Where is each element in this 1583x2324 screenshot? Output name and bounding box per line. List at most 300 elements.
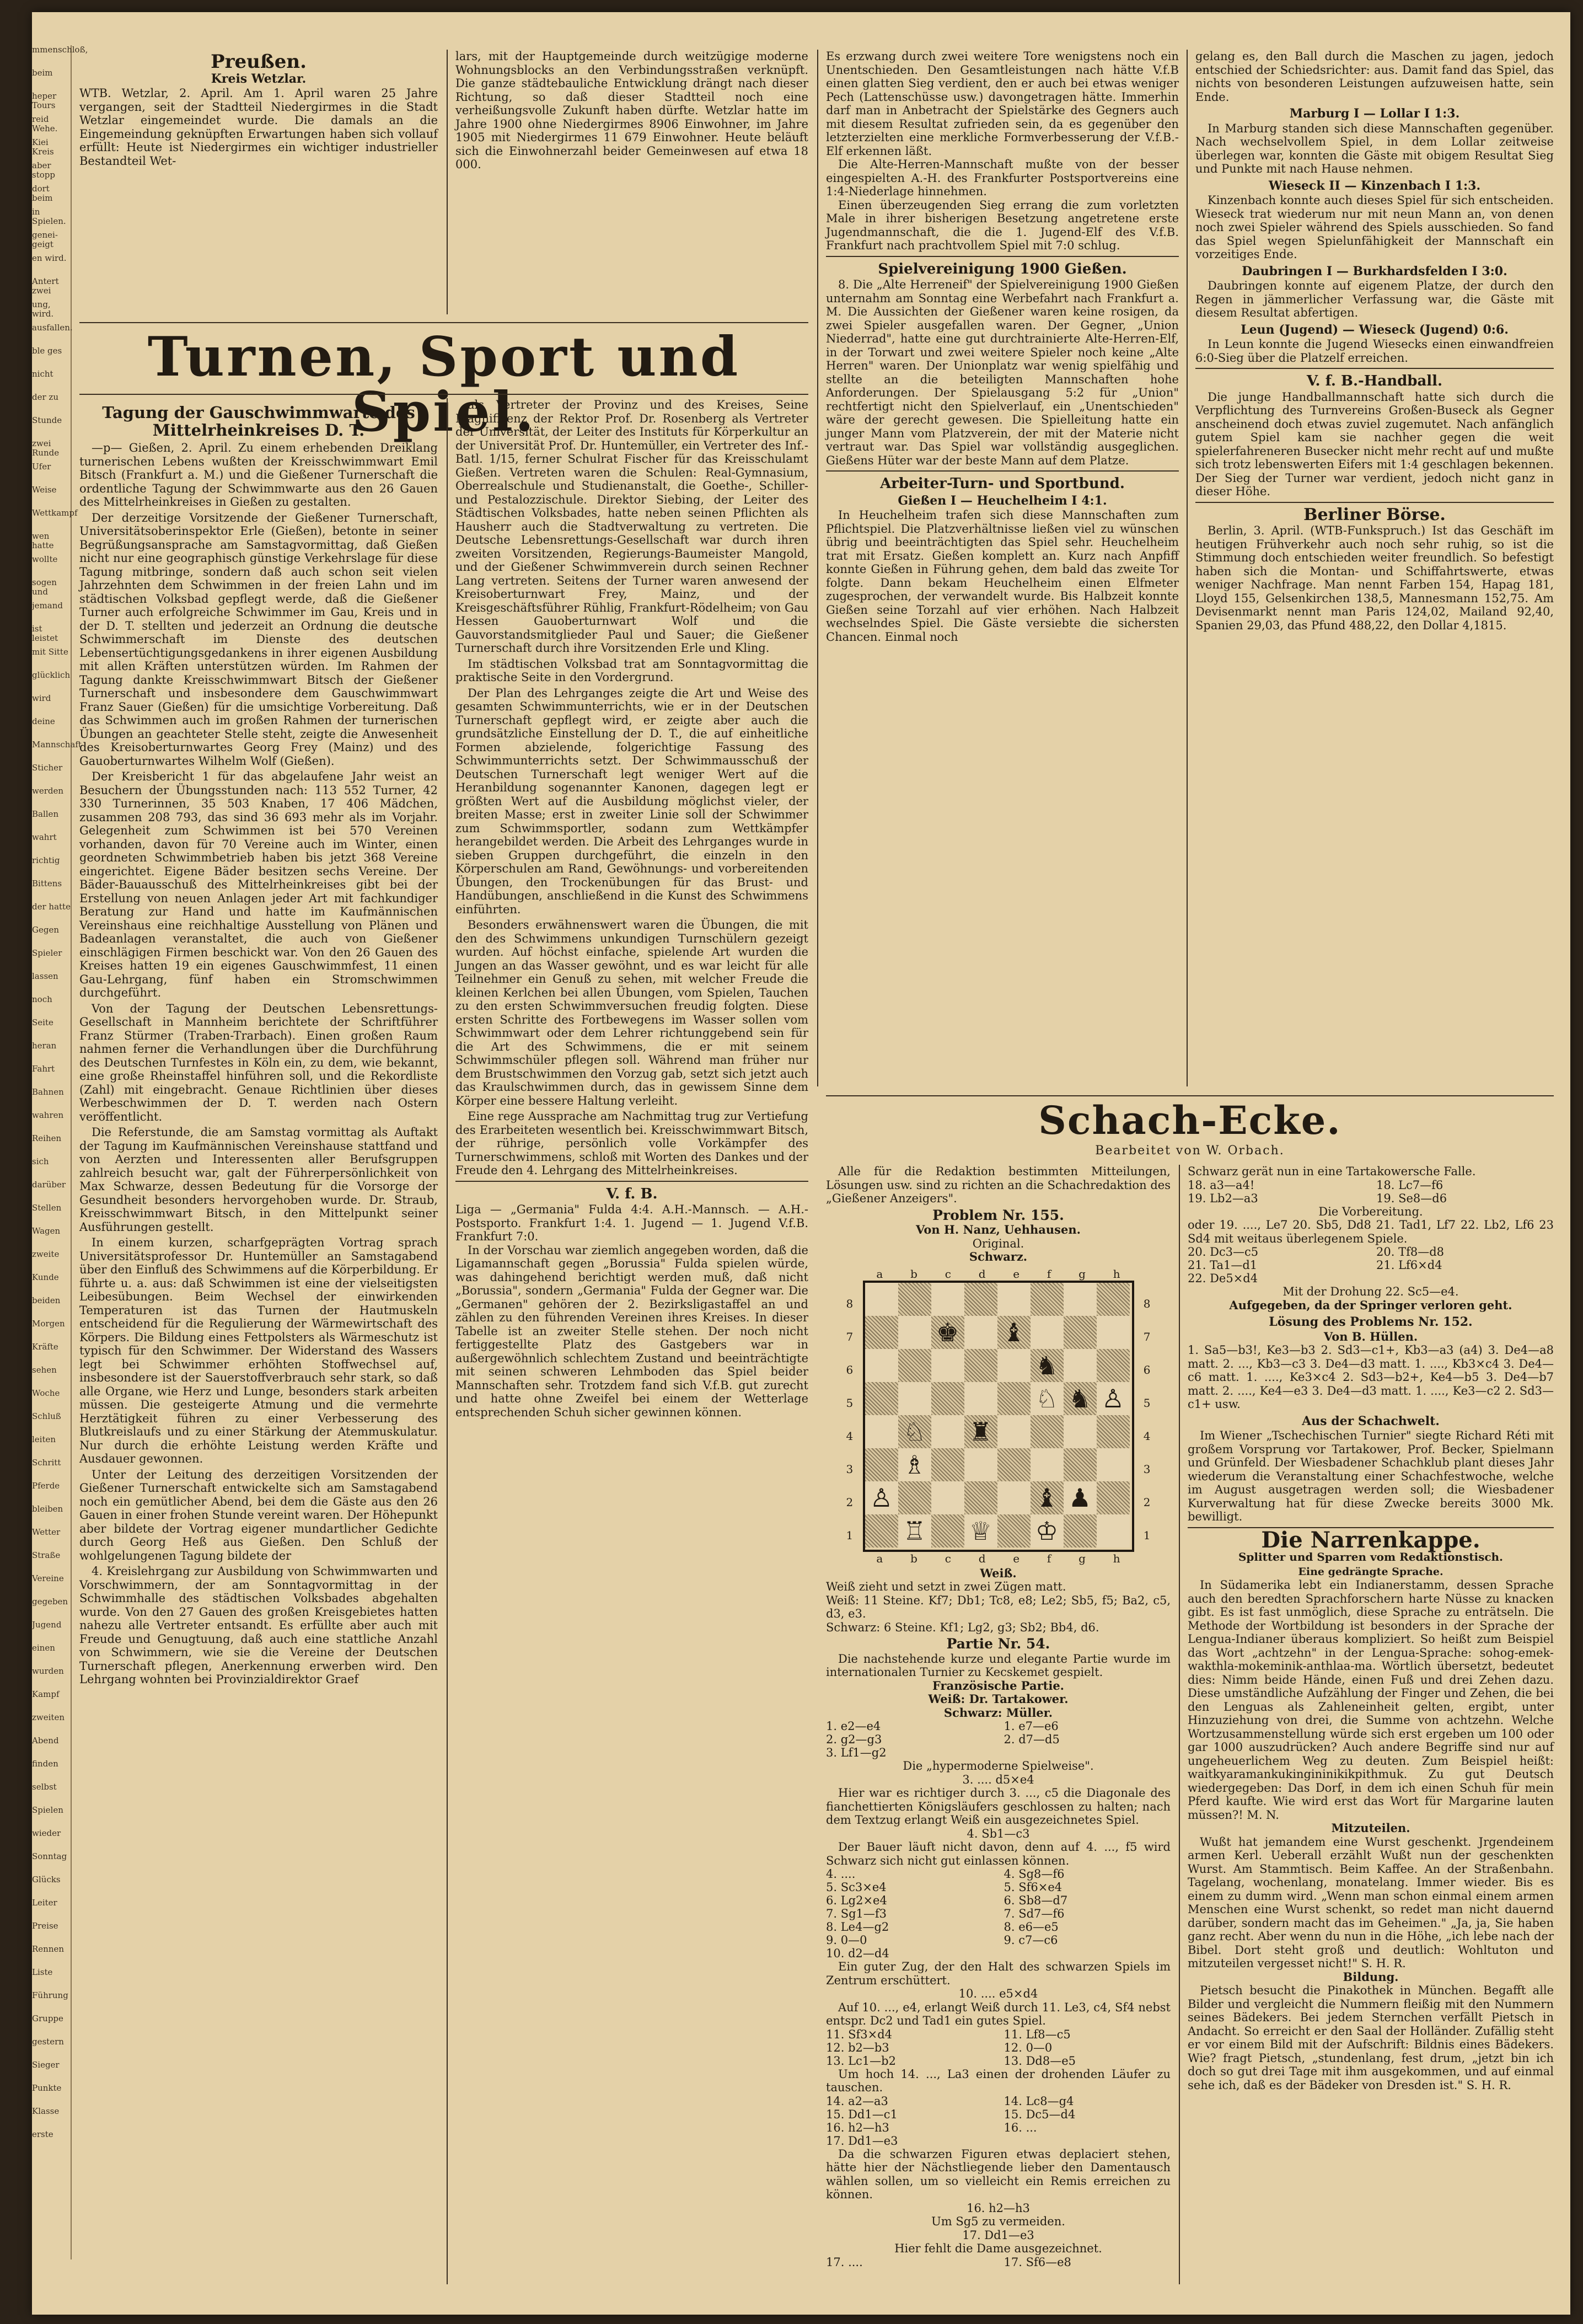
strip-fragment: Wagen	[32, 1226, 61, 1236]
chess-square	[1064, 1316, 1097, 1349]
chess-move: 19. Se8—d6	[1376, 1191, 1447, 1205]
spielvereinigung-report: 8. Die „Alte Herreneif" der Spielvereinigung 1900 Gießen unternahm am Sonntag eine Werbefahrt nach Frankfurt a. M. Die Aussichten der Gießener waren keine rosigen, da zwei Spieler ausgefallen waren. Der Gegner, „Union Niederrad", hatte eine gut durchtrainierte Alte-Herren-Elf, in der Torwart und zwei weitere Spieler noch keine „Alte Herren" waren. Der Unionplatz war wenig spielfähig und stellte an die beteiligten Mannschaften hohe Anforderungen. Der Spielausgang 5:2 für „Union" rechtfertigt nicht den Spielverlauf, ein „Unentschieden" wäre der gerecht gewesen. Die Spielleitung hatte ein junger Mann vom Platzverein, der mit der Materie nicht vertraut war. Das Spiel war vollständig ausgeglichen. Gießens Hüter war der beste Mann auf dem Platze.	[826, 278, 1179, 467]
chess-move: 13. Dd8—e5	[1004, 2054, 1076, 2068]
strip-fragment: leiten	[32, 1434, 56, 1444]
chess-square	[1031, 1283, 1064, 1316]
chess-square	[997, 1283, 1031, 1316]
moves-18-19	[1188, 1179, 1554, 1205]
strip-fragment: en wird.	[32, 253, 67, 263]
strip-fragment: Gegen	[32, 925, 59, 935]
strip-fragment: Kampf	[32, 1689, 60, 1699]
rank-label: 4	[846, 1429, 854, 1443]
arbeiter-continued: gelang es, den Ball durch die Maschen zu jagen, jedoch entschied der Schiedsrichter: aus. Damit fand das Spiel, das nichts von besonderen Leistungen aufzuweisen hatte, sein Ende.	[1195, 50, 1554, 104]
white-label: Weiß.	[980, 1566, 1017, 1580]
chess-square	[1064, 1349, 1097, 1382]
chess-move: 7. Sd7—f6	[1004, 1907, 1065, 1920]
strip-fragment: mit Sitte	[32, 647, 68, 657]
handball-report: Die junge Handballmannschaft hatte sich durch die Verpflichtung des Turnvereins Großen-Buseck als Gegner anscheinend doch etwas zuviel zugemutet. Nach anfänglich gutem Spiel kam sie nachher gegen die weit spielerfahreneren Busecker nicht mehr recht auf und mußte sich trotz lebenswerten Eifers mit 1:4 geschlagen bekennen. Der Sieg der Turner war verdient, jedoch nicht ganz in dieser Höhe.	[1195, 390, 1554, 498]
move-17: 17. Dd1—e3	[962, 2228, 1034, 2242]
vfb-continued: Es erzwang durch zwei weitere Tore wenigstens noch ein Unentschieden. Den Gesamtleistungen nach hätte V.f.B einen glatten Sieg verdient, den er auch bei etwas weniger Pech (Lattenschüsse usw.) davongetragen hätte. Immerhin darf man in Anbetracht der Spielstärke des Gegners auch mit diesem Resultat zufrieden sein, da es gegenüber den letzterzielten eine merkliche Formverbesserung der V.f.B.-Elf erkennen läßt.	[826, 50, 1179, 158]
move-17-white: 17. ....	[826, 2255, 863, 2269]
chess-move: 2. g2—g3	[826, 1733, 882, 1746]
opening-name: Französische Partie.	[932, 1678, 1064, 1693]
move-17-black: 17. Sf6—e8	[1004, 2255, 1071, 2269]
chess-intro: Alle für die Redaktion bestimmten Mitteilungen, Lösungen usw. sind zu richten an die Schachredaktion des „Gießener Anzeigers".	[826, 1165, 1171, 1205]
chess-piece-square: ♟	[1064, 1481, 1097, 1514]
strip-fragment: Jugend	[32, 1620, 62, 1630]
move-column	[1188, 1245, 1365, 1285]
file-label: h	[1113, 1267, 1120, 1281]
article-paragraph: Im städtischen Volksbad trat am Sonntagvormittag die praktische Seite in den Vordergrund.	[455, 657, 808, 684]
chess-square	[964, 1349, 997, 1382]
chess-move: 9. 0—0	[826, 1934, 867, 1947]
chess-move: 8. e6—e5	[1004, 1920, 1059, 1934]
player-black: Schwarz: Müller.	[943, 1705, 1053, 1720]
chess-piece-square: ♕	[964, 1514, 997, 1547]
file-label: d	[978, 1267, 986, 1281]
chess-move	[1004, 2134, 1171, 2148]
strip-fragment: werden	[32, 786, 64, 796]
chess-move: 9. c7—c6	[1004, 1934, 1058, 1947]
wetzlar-continued: lars, mit der Hauptgemeinde durch weitzügige moderne Wohnungsblocks an den Verbindungsstraßen verknüpft. Die ganze städtebauliche Entwicklung drängt nach dieser Richtung, so daß dieser Stadtteil noch eine verheißungsvolle Zukunft haben dürfte. Wetzlar hatte im Jahre 1900 ohne Niedergirmes 8906 Einwohner, im Jahre 1905 mit Niedergirmes 11 679 Einwohner. Heute beläuft sich die Einwohnerzahl beider Gemeinwesen auf etwa 18 000.	[455, 50, 808, 171]
strip-fragment: Ballen	[32, 809, 59, 819]
chess-square	[931, 1283, 964, 1316]
strip-fragment: Kunde	[32, 1272, 59, 1282]
strip-fragment: Liste	[32, 1967, 53, 1977]
chess-square	[964, 1382, 997, 1415]
left-margin-strip	[32, 45, 88, 2259]
move-column	[1004, 1867, 1171, 1960]
strip-fragment: wahrt	[32, 832, 57, 842]
chess-square	[1097, 1415, 1130, 1448]
strip-fragment: heran	[32, 1041, 57, 1051]
strip-fragment: Klasse	[32, 2106, 60, 2116]
strip-fragment: Spieler	[32, 948, 62, 958]
chess-move	[1376, 1272, 1554, 1285]
comment-18: Die Vorbereitung.	[1318, 1204, 1423, 1218]
file-label: e	[1013, 1267, 1020, 1281]
vfb-report: In der Vorschau war ziemlich angegeben worden, daß die Ligamannschaft gegen „Borussia" Fulda spielen würde, was dahingehend berichtigt werden muß, daß nicht „Borussia", sondern „Germania" Fulda der Gegner war. Die „Germanen" gehören der 2. Bezirksligastaffel an und zählen zu den führenden Vereinen ihres Kreises. In dieser Tabelle ist an zweiter Stelle stehen. Der noch nicht fertiggestellte Platz des Gastgebers war in außergewöhnlich schlechtem Zustand und beeinträchtigte mit seinen schweren Lehmboden das Spiel beider Mannschaften sehr. Trotzdem fand sich V.f.B. gut zurecht und hatte ohne Zweifel bei einem der Wetterlage entsprechenden Schuh sicher gewinnen können.	[455, 1243, 808, 1419]
strip-fragment: selbst	[32, 1782, 57, 1792]
chess-move: 20. Tf8—d8	[1376, 1245, 1445, 1259]
column-3	[826, 50, 1179, 1086]
vfb-results: Liga — „Germania" Fulda 4:4. A.H.-Mannsch. — A.H.-Postsporto. Frankfurt 1:4. 1. Jugend — 1. Jugend V.f.B. Frankfurt 7:0.	[455, 1203, 808, 1243]
chess-move: 15. Dd1—c1	[826, 2107, 898, 2121]
arbeiter-sport-title: Arbeiter-Turn- und Sportbund.	[880, 475, 1125, 492]
sports-banner: Turnen, Sport und Spiel.	[147, 325, 740, 444]
black-label: Schwarz.	[969, 1250, 1028, 1263]
chess-square	[964, 1481, 997, 1514]
move-column	[1004, 2028, 1171, 2068]
arbeiter-sport-result: Gießen I — Heuchelheim I 4:1.	[898, 493, 1107, 508]
chess-square	[1064, 1283, 1097, 1316]
strip-fragment: bleiben	[32, 1504, 63, 1514]
chess-move: 8. Le4—g2	[826, 1920, 889, 1934]
strip-fragment: ausfallen.	[32, 323, 73, 333]
chess-square	[1064, 1448, 1097, 1481]
sprache-text: In Südamerika lebt ein Indianerstamm, dessen Sprache auch den beredten Sprachforschern harte Nüsse zu knacken gibt. Es ist fast unmöglich, diese Sprache zu enträtseln. Die Methode der Wortbildung ist besonders in der Sprache der Lengua-Indianer überaus kompliziert. So heißt zum Beispiel das Wort „achtzehn" in der Lengua-Sprache: sohog-emek-wakthla-mokeminik-anthlaa-ma. Wörtlich übersetzt, bedeutet dies: Nimm beide Hände, einen Fuß und drei Zehen dazu. Diese umständliche Aufzählung der Finger und Zehen, die bei den Lenguas als Zahleneinheit gelten, ergibt, unter Hinzuziehung von drei, die Summe von achtzehn. Welche Wortzusammenstellung würde sich erst ergeben um 100 oder gar 1000 auszudrücken? Auch andere Begriffe sind nur auf ungeheuerlichem Weg zu deuten. Zum Beispiel heißt: waitkyaramankukingininikikpithmuk. Zu gut Deutsch wiedergegeben: Das Dorf, in dem ich einen Schuh für mein Pferd kaufte. Wie wird erst das Wort für Margarine lauten müssen?! M. N.	[1188, 1578, 1554, 1822]
chess-square	[964, 1316, 997, 1349]
strip-fragment: darüber	[32, 1180, 66, 1190]
column-4-lower	[1188, 1165, 1554, 2284]
strip-fragment: Mannschaft	[32, 740, 82, 749]
strip-fragment: in Spielen.	[32, 207, 66, 226]
strip-fragment: Morgen	[32, 1319, 65, 1329]
strip-fragment: wird	[32, 693, 51, 703]
marburg-title: Marburg I — Lollar I 1:3.	[1289, 106, 1460, 121]
file-label: c	[945, 1552, 951, 1565]
file-label: b	[910, 1552, 917, 1565]
chess-piece-square: ♝	[997, 1316, 1031, 1349]
rank-label: 3	[846, 1462, 854, 1476]
file-label: a	[876, 1552, 883, 1565]
comment-9: Hier fehlt die Dame ausgezeichnet.	[894, 2242, 1102, 2255]
strip-fragment: Glücks	[32, 1875, 61, 1884]
strip-fragment: Woche	[32, 1388, 60, 1398]
strip-fragment: erste	[32, 2129, 53, 2139]
strip-fragment: gestern	[32, 2037, 64, 2047]
strip-fragment: wieder	[32, 1828, 61, 1838]
arbeiter-sport-report: In Heuchelheim trafen sich diese Mannschaften zum Pflichtspiel. Die Platzverhältnisse ließen viel zu wünschen übrig und beeinträchtigten das Spiel sehr. Heuchelheim trat mit Ersatz. Gießen komplett an. Kurz nach Anpfiff konnte Gießen in Führung gehen, dem bald das zweite Tor folgte. Dann bekam Heuchelheim einen Elfmeter zugesprochen, der verwandelt wurde. Bis Halbzeit konnte Gießen seine Torzahl auf vier erhöhen. Nach Halbzeit wechselndes Spiel. Die Gäste versiebte die sichersten Chancen. Einmal noch	[826, 508, 1179, 644]
rank-label: 7	[846, 1330, 854, 1343]
file-label: g	[1078, 1552, 1086, 1565]
strip-fragment: zweite	[32, 1249, 60, 1259]
article-paragraph: Eine rege Aussprache am Nachmittag trug zur Vertiefung des Erarbeiteten wesentlich bei. Kreisschwimmwart Bitsch, der rührige, persönlich volle Vorkämpfer des Turnerschwimmens, schloß mit Worten des Dankes und der Freude den 4. Lehrgang des Mittelrheinkreises.	[455, 1110, 808, 1177]
narrenkappe-subtitle: Splitter und Sparren vom Redaktionstisch.	[1238, 1550, 1504, 1563]
file-label: c	[945, 1267, 951, 1281]
chess-square	[865, 1349, 898, 1382]
daubringen-title: Daubringen I — Burkhardsfelden I 3:0.	[1242, 264, 1507, 279]
chess-move: 16. ...	[1004, 2120, 1037, 2134]
rank-label: 7	[1143, 1330, 1151, 1343]
comment-7: Da die schwarzen Figuren etwas deplaciert stehen, hätte hier der Nächstliegende lieber den Damentausch wählen sollen, um so vielleicht ein Remis erreichen zu können.	[826, 2147, 1171, 2201]
chess-square	[964, 1283, 997, 1316]
strip-fragment: Leiter	[32, 1898, 57, 1908]
strip-fragment: aber stopp	[32, 160, 55, 180]
chess-corner-title: Schach-Ecke.	[1038, 1097, 1341, 1143]
strip-fragment: Stellen	[32, 1203, 62, 1213]
chess-move: 12. b2—b3	[826, 2041, 889, 2054]
moves-1-3	[826, 1720, 1171, 1759]
file-label: a	[876, 1267, 883, 1281]
move-16: 16. h2—h3	[967, 2201, 1030, 2215]
strip-fragment: Schluß	[32, 1411, 61, 1421]
column-4	[1195, 50, 1554, 1086]
move-10: 10. .... e5×d4	[958, 1987, 1038, 2000]
chess-move: 6. Sb8—d7	[1004, 1894, 1068, 1907]
chess-square	[865, 1283, 898, 1316]
narrenkappe-title: Die Narrenkappe.	[1261, 1527, 1480, 1553]
column-1-body	[79, 398, 438, 2284]
strip-fragment: Spielen	[32, 1805, 63, 1815]
article-body-continued	[455, 398, 808, 1177]
chess-piece-square: ♘	[1031, 1382, 1064, 1415]
strip-fragment: Führung	[32, 1990, 68, 2000]
chess-square	[997, 1382, 1031, 1415]
file-label: h	[1113, 1552, 1120, 1565]
comment-20: Mit der Drohung 22. Sc5—e4.	[1283, 1285, 1459, 1298]
strip-fragment: Bittens	[32, 879, 62, 888]
chess-move: 7. Sg1—f3	[826, 1907, 887, 1920]
chess-piece-square: ♙	[865, 1481, 898, 1514]
article-paragraph: Unter der Leitung des derzeitigen Vorsitzenden der Gießener Turnerschaft entwickelte sich am Samstagabend noch ein gemütlicher Abend, bei dem die Gäste aus den 26 Gauen in einer frohen Stunde vereint waren. Der Höhepunkt aber bildete der Vortrag eigener mundartlicher Gedichte durch Georg Heß aus Gießen. Den Schluß der wohlgelungenen Tagung bildete der	[79, 1468, 438, 1562]
file-labels-top	[844, 1267, 1153, 1281]
boerse-report: Berlin, 3. April. (WTB-Funkspruch.) Ist das Geschäft im heutigen Frühverkehr auch noch sehr ruhig, so ist die Stimmung doch entschieden weiter freundlich. So befestigt haben sich die Montan- und Schiffahrtswerte, etwas weniger Nachfrage. Man nennt Farben 154, Hapag 181, Lloyd 155, Gelsenkirchen 138,5, Mannesmann 152,75. Am Devisenmarkt nennt man Paris 124,02, Mailand 92,40, Spanien 29,03, das Pfund 488,22, den Dollar 4,1815.	[1195, 524, 1554, 632]
strip-fragment: glücklich	[32, 670, 71, 680]
chess-square	[1064, 1415, 1097, 1448]
article-paragraph: In einem kurzen, scharfgeprägten Vortrag sprach Universitätsprofessor Dr. Huntemüller an Samstagabend über den Einfluß des Schwimmens auf die Körperbildung. Er führte u. a. aus: daß Schwimmen ist eine der vielseitigsten Leibesübungen. Beim Wechsel der einwirkenden Temperaturen ist das Turnen der Hautmuskeln entscheidend für die Regulierung der Wärmewirtschaft des Körpers. Die Bildung eines Fettpolsters als Wärmeschutz ist typisch für den Schwimmer. Der Widerstand des Wassers legt bei Schwimmer erhöhten Stoffwechsel auf, insbesondere ist der Sauerstoffverbrauch sehr stark, so daß alle Organe, wie Herz und Lunge, besonders stark arbeiten müssen. Die gesteigerte Atmung und die vermehrte Herztätigkeit führen zu einer Verbesserung des Blutkreislaufs und zu einer Stärkung der Atemmuskulatur. Nur durch die erhöhte Leistung werden Kräfte und Ausdauer gewonnen.	[79, 1236, 438, 1465]
white-position: Weiß: 11 Steine. Kf7; Db1; Tc8, e8; Le2; Sb5, f5; Ba2, c5, d3, e3.	[826, 1593, 1171, 1620]
subheading-kreis-wetzlar: Kreis Wetzlar.	[211, 71, 307, 86]
rank-label: 1	[846, 1528, 854, 1542]
comment-4: Ein guter Zug, der den Halt des schwarzen Spiels im Zentrum erschüttert.	[826, 1960, 1171, 1987]
chess-move: 21. Ta1—d1	[1188, 1259, 1258, 1272]
mitzuteilen-text: Wußt hat jemandem eine Wurst geschenkt. Jrgendeinem armen Kerl. Ueberall erzählt Wußt nun der geschenkten Wurst. Am Stammtisch. Beim Kaffee. An der Straßenbahn. Tagelang, wochenlang, monatelang. Immer wieder. Bis es einem zu dumm wird. „Wenn man schon einmal einem armen Menschen eine Wurst schenkt, so redet man nicht dauernd darüber, sondern macht das im Geheimen." „Ja, ja, Sie haben ganz recht. Aber wenn du nun in die Höhe, „ich lebe nach der Bibel. Dort steht groß und deutlich: Wohltuton und mitzuteilen vergesset nicht!" S. H. R.	[1188, 1835, 1554, 1970]
moves-11-13	[826, 2028, 1171, 2068]
section-heading-preussen: Preußen.	[211, 51, 307, 73]
chess-square	[931, 1514, 964, 1547]
comment-3: Der Bauer läuft nicht davon, denn auf 4. ..., f5 wird Schwarz sich nicht gut einlassen können.	[826, 1840, 1171, 1867]
strip-fragment: gegeben	[32, 1597, 68, 1607]
chess-piece-square: ♘	[898, 1415, 931, 1448]
chess-square	[898, 1316, 931, 1349]
strip-fragment: der hatte	[32, 902, 71, 912]
chess-square	[865, 1316, 898, 1349]
chess-piece-square: ♚	[931, 1316, 964, 1349]
partie-intro: Die nachstehende kurze und elegante Partie wurde im internationalen Turnier zu Kecskemet gespielt.	[826, 1652, 1171, 1679]
moves-20-22	[1188, 1245, 1554, 1285]
vfb-title: V. f. B.	[606, 1185, 658, 1202]
chess-byline: Bearbeitet von W. Orbach.	[1095, 1144, 1285, 1158]
wieseck-report: Kinzenbach konnte auch dieses Spiel für sich entscheiden. Wieseck trat wiederum nur mit neun Mann an, von denen noch zwei Spieler während des Spiels ausschieden. So fand das Spiel wegen Spielunfähigkeit der Mannschaft ein vorzeitiges Ende.	[1195, 194, 1554, 261]
chess-move: 10. d2—d4	[826, 1947, 889, 1960]
strip-fragment: Kräfte	[32, 1342, 58, 1352]
strip-fragment: Gruppe	[32, 2014, 63, 2023]
comment-22: Aufgegeben, da der Springer verloren geht.	[1229, 1298, 1512, 1312]
chess-square	[964, 1448, 997, 1481]
chess-square	[931, 1349, 964, 1382]
move-column	[1004, 2095, 1171, 2148]
chess-move: 17. Dd1—e3	[826, 2134, 898, 2148]
strip-fragment: finden	[32, 1759, 58, 1769]
chess-square	[865, 1448, 898, 1481]
handball-title: V. f. B.-Handball.	[1306, 373, 1443, 389]
boerse-title: Berliner Börse.	[1303, 505, 1446, 524]
strip-fragment: sogen und	[32, 577, 57, 597]
chess-square	[1097, 1349, 1130, 1382]
file-label: f	[1047, 1267, 1051, 1281]
rank-label: 4	[1143, 1429, 1151, 1443]
chess-piece-square: ♖	[898, 1514, 931, 1547]
chess-move: 15. Dc5—d4	[1004, 2107, 1076, 2121]
chess-square	[1097, 1283, 1130, 1316]
bildung-title: Bildung.	[1343, 1969, 1399, 1984]
chess-move: 22. De5×d4	[1188, 1272, 1258, 1285]
chess-square	[1097, 1481, 1130, 1514]
rank-labels-left	[846, 1287, 854, 1552]
strip-fragment: richtig	[32, 855, 60, 865]
rank-label: 1	[1143, 1528, 1151, 1542]
chess-piece-square: ♞	[1064, 1382, 1097, 1415]
comment-2: Hier war es richtiger durch 3. ..., c5 die Diagonale des fianchettierten Königsläufers geschlossen zu halten; nach dem Textzug erlangt Weiß ein ausgezeichnetes Spiel.	[826, 1786, 1171, 1827]
move-column	[1376, 1179, 1554, 1205]
strip-fragment: noch	[32, 994, 52, 1004]
problem-original: Original.	[972, 1236, 1024, 1250]
chess-move: 12. 0—0	[1004, 2041, 1053, 2054]
strip-fragment: Antert zwei	[32, 276, 59, 296]
strip-fragment: Pferde	[32, 1481, 60, 1491]
chess-piece-square: ♙	[1097, 1382, 1130, 1415]
moves-4-10	[826, 1867, 1171, 1960]
chess-square	[1097, 1316, 1130, 1349]
move-column	[1188, 1179, 1365, 1205]
column-2-top	[455, 50, 808, 172]
chess-move: 18. Lc7—f6	[1376, 1178, 1444, 1192]
rank-label: 3	[1143, 1462, 1151, 1476]
strip-fragment: zwei Runde	[32, 438, 60, 458]
spielvereinigung-title: Spielvereinigung 1900 Gießen.	[878, 260, 1127, 277]
strip-fragment: mmenschloß,	[32, 45, 88, 55]
strip-fragment: Kiei Kreis	[32, 137, 54, 157]
strip-fragment: Weise	[32, 485, 57, 495]
chess-piece-square: ♞	[1031, 1349, 1064, 1382]
comment-1: Die „hypermoderne Spielweise".	[903, 1759, 1094, 1773]
marburg-report: In Marburg standen sich diese Mannschaften gegenüber. Nach wechselvollem Spiel, in dem Lollar zeitweise überlegen war, konnten die Gäste mit obigem Resultat Sieg und Punkte mit nach Hause nehmen.	[1195, 121, 1554, 175]
chess-move: 1. e7—e6	[1004, 1720, 1059, 1733]
chess-move: 3. Lf1—g2	[826, 1746, 887, 1759]
strip-fragment: genei-geigt	[32, 230, 58, 249]
move-column	[826, 2095, 993, 2148]
article-paragraph: als Vertreter der Provinz und des Kreises, Seine Magnifizenz der Rektor Prof. Dr. Rosenberg als Vertreter der Universität, der Leiter des Instituts für Körperkultur an der Universität Prof. Dr. Huntemüller, ein Vertreter des Inf.-Batl. 1/15, ferner Schulrat Fischer für das Kreisschulamt Gießen. Vertreten waren die Schulen: Real-Gymnasium, Oberrealschule und Studienanstalt, die Goethe-, Schiller- und Pestalozzischule. Direktor Siebing, der Leiter des Städtischen Volksbades, hatte neben seinen Pflichten als Hausherr auch die Stadtverwaltung zu vertreten. Die Deutsche Lebensrettungs-Gesellschaft war durch ihren zweiten Vorsitzenden, Regierungs-Baumeister Mangold, und der Gießener Schwimmverein durch seinen Rechner Lang vertreten. Seitens der Turner waren anwesend der Kreisoberturnwart Frey, Mainz, und der Kreisgeschäftsführer Rühlig, Frankfurt-Rödelheim; von Gau Hessen Gauoberturnwart Wolf und die Gauvorstandsmitglieder Paul und Sauer; die Gießener Turnerschaft durch ihre Vorsitzenden Erle und Kling.	[455, 398, 808, 655]
strip-fragment: Schritt	[32, 1458, 61, 1468]
problem-author: Von H. Nanz, Uehhausen.	[916, 1223, 1081, 1236]
strip-fragment: wen hatte	[32, 531, 54, 550]
moves-14-17	[826, 2095, 1171, 2148]
chess-square	[1097, 1448, 1130, 1481]
chess-piece-square: ♜	[964, 1415, 997, 1448]
rank-label: 6	[846, 1363, 854, 1377]
move-4: 4. Sb1—c3	[967, 1827, 1030, 1840]
chess-square	[931, 1382, 964, 1415]
schachwelt-title: Aus der Schachwelt.	[1302, 1413, 1440, 1428]
chess-square	[865, 1415, 898, 1448]
comment-8: Um Sg5 zu vermeiden.	[931, 2215, 1065, 2228]
chess-square	[898, 1382, 931, 1415]
chess-square	[1064, 1514, 1097, 1547]
strip-fragment: Fahrt	[32, 1064, 55, 1074]
sprache-title: Eine gedrängte Sprache.	[1298, 1565, 1444, 1578]
move-column	[1004, 1720, 1171, 1759]
strip-fragment: dort beim	[32, 184, 53, 203]
file-label: d	[978, 1552, 986, 1565]
leun-title: Leun (Jugend) — Wieseck (Jugend) 0:6.	[1241, 322, 1509, 337]
newspaper-page	[32, 12, 1570, 2315]
article-paragraph: 4. Kreislehrgang zur Ausbildung von Schwimmwarten und Vorschwimmern, der am Sonntagvormittag in der Schwimmhalle des städtischen Volksbades abgehalten wurde. Von den 27 Gauen des großen Kreisgebietes hatten nahezu alle Vertreter entsandt. Es erfüllte aber auch mit Freude und Genugtuung, daß auch eine stattliche Anzahl von Schwimmern, wie sie die Vereine der Deutschen Turnerschaft pflegen, Anerkennung erwerben wird. Den Lehrgang wohnten bei Provinzialdirektor Graef	[79, 1565, 438, 1686]
chess-square	[865, 1382, 898, 1415]
strip-fragment: Stunde	[32, 415, 62, 425]
strip-fragment: Ufer	[32, 462, 51, 472]
chess-square	[997, 1481, 1031, 1514]
strip-fragment: lassen	[32, 971, 58, 981]
strip-fragment: zweiten	[32, 1712, 65, 1722]
file-label: b	[910, 1267, 917, 1281]
chess-square	[997, 1349, 1031, 1382]
move-column	[826, 1720, 993, 1759]
file-label: g	[1078, 1267, 1086, 1281]
chess-square	[898, 1283, 931, 1316]
strip-fragment: ung, wird.	[32, 299, 54, 319]
partie-continued: Schwarz gerät nun in eine Tartakowersche Falle.	[1188, 1165, 1476, 1178]
strip-fragment: Seite	[32, 1018, 53, 1027]
chess-square	[931, 1481, 964, 1514]
leun-report: In Leun konnte die Jugend Wiesecks einen einwandfreien 6:0-Sieg über die Platzelf erreichen.	[1195, 338, 1554, 365]
comment-5: Auf 10. ..., e4, erlangt Weiß durch 11. Le3, c4, Sf4 nebst entspr. Dc2 und Tad1 ein gutes Spiel.	[826, 2000, 1171, 2027]
chess-move: 4. ....	[826, 1867, 856, 1881]
strip-fragment: Sticher	[32, 763, 63, 773]
strip-fragment: Reihen	[32, 1133, 62, 1143]
strip-fragment: deine	[32, 716, 55, 726]
chess-move: 13. Lc1—b2	[826, 2054, 896, 2068]
strip-fragment: Straße	[32, 1550, 61, 1560]
chess-square	[997, 1415, 1031, 1448]
article-body-gauschwimmwarte	[79, 441, 438, 1686]
move-3-black: 3. .... d5×e4	[962, 1773, 1034, 1786]
chess-square	[931, 1448, 964, 1481]
player-white: Weiß: Dr. Tartakower.	[928, 1692, 1069, 1706]
rank-label: 8	[1143, 1297, 1151, 1310]
chess-square	[898, 1349, 931, 1382]
comment-6: Um hoch 14. ..., La3 einen der drohenden Läufer zu tauschen.	[826, 2067, 1171, 2094]
chess-move: 2. d7—d5	[1004, 1733, 1060, 1746]
rank-label: 5	[1143, 1396, 1151, 1410]
strip-fragment: der zu	[32, 392, 58, 402]
chess-square	[898, 1481, 931, 1514]
rank-label: 5	[846, 1396, 854, 1410]
solution-text: 1. Sa5—b3!, Ke3—b3 2. Sd3—c1+, Kb3—a3 (a4) 3. De4—a8 matt. 2. ..., Kb3—c3 3. De4—d3 matt. 1. ...., Kb3×c4 3. De4—c6 matt. 1. ...., Ke3×c4 2. Sd3—b2+, Ke4—b5 3. De4—b7 matt. 2. ...., Ke4—e3 3. De4—d3 matt. 1. ...., Ke3—c2 2. Sd3—c1+ usw.	[1188, 1343, 1554, 1411]
strip-fragment: reid Wehe.	[32, 114, 58, 133]
article-paragraph: Die Referstunde, die am Samstag vormittag als Auftakt der Tagung im Kaufmännischen Vereinshause stattfand und von Aerzten und Interessenten aller Berufsgruppen zahlreich besucht war, galt der Führerpersönlichkeit von Max Schwarze, dessen Bedeutung für die Vorsorge der Gesundheit besonders hervorgehoben wurde. Dr. Straub, Kreisschwimmwart Bitsch, in den Mittelpunkt seiner Ausführungen gestellt.	[79, 1126, 438, 1234]
chess-move: 6. Lg2×e4	[826, 1894, 887, 1907]
wieseck-title: Wieseck II — Kinzenbach I 1:3.	[1268, 178, 1481, 193]
column-1	[79, 50, 438, 168]
strip-fragment: Punkte	[32, 2083, 62, 2093]
article-paragraph: Von der Tagung der Deutschen Lebensrettungs-Gesellschaft in Mannheim berichtete der Schriftführer Franz Stürmer (Traben-Trarbach). Einen großen Raum nahmen ferner die Verhandlungen über die Durchführung des Deutschen Turnfestes in Köln ein, zu dem, wie bekannt, eine große Rheinstaffel hinführen soll, und die Rekordliste (Zahl) mit eingebracht. Genaue Richtlinien über dieses Werbeschwimmen der D. T. werden nach Ostern veröffentlicht.	[79, 1002, 438, 1123]
black-position: Schwarz: 6 Steine. Kf1; Lg2, g3; Sb2; Bb4, d6.	[826, 1620, 1099, 1634]
chess-diagram	[844, 1267, 1153, 1566]
chess-piece-square: ♝	[1031, 1481, 1064, 1514]
rank-label: 2	[846, 1495, 854, 1509]
article-paragraph: Besonders erwähnenswert waren die Übungen, die mit den des Schwimmens unkundigen Turnschülern gezeigt wurden. Auf höchst einfache, spielende Art wurden die Jungen an das Wasser gewöhnt, und es war leicht für alle Teilnehmer ein Genuß zu sehen, mit welcher Freude die kleinen Kerlchen bei allen Übungen, vom Spielen, Tauchen zu den ersten Schwimmversuchen freudig folgten. Diese ersten Schritte des Fortbewegens im Wasser sollen vom Schwimmwart oder dem Lehrer richtunggebend sein für die Art des Schwimmens, die er mit seinem Schwimmschüler pflegen soll. Während man früher nur dem Brustschwimmen den Vorzug gab, setzt sich jetzt auch das Kraulschwimmen durch, das in gewissem Sinne dem Körper eine bessere Haltung verleiht.	[455, 918, 808, 1107]
chess-piece-square: ♗	[898, 1448, 931, 1481]
chess-square	[1097, 1514, 1130, 1547]
file-label: e	[1013, 1552, 1020, 1565]
chess-square	[997, 1514, 1031, 1547]
chess-column	[826, 1165, 1171, 2284]
wetzlar-intro: WTB. Wetzlar, 2. April. Am 1. April waren 25 Jahre vergangen, seit der Stadtteil Niedergirmes in die Stadt Wetzlar eingemeindet wurde. Die damals an die Eingemeindung geknüpften Erwartungen haben sich vollauf erfüllt: Heute ist Niedergirmes ein wichtiger industrieller Bestandteil Wet-	[79, 87, 438, 168]
strip-fragment: sich	[32, 1156, 49, 1166]
strip-fragment: Vereine	[32, 1573, 64, 1583]
partie-title: Partie Nr. 54.	[946, 1636, 1050, 1652]
rank-labels-right	[1144, 1287, 1151, 1552]
move-column	[826, 2028, 993, 2068]
article-paragraph: —p— Gießen, 2. April. Zu einem erhebenden Dreiklang turnerischen Lebens wußten der Kreisschwimmwart Emil Bitsch (Frankfurt a. M.) und die Gießener Turnerschaft die ordentliche Tagung der Schwimmwarte aus den 26 Gauen des Mittelrheinkreises in Gießen zu gestalten.	[79, 441, 438, 508]
chess-move: 19. Lb2—a3	[1188, 1191, 1258, 1205]
move-column	[826, 1867, 993, 1960]
chess-move: 11. Lf8—c5	[1004, 2027, 1071, 2041]
chess-square	[997, 1448, 1031, 1481]
article-title-gauschwimmwarte: Tagung der Gauschwimmwarte des Mittelrheinkreises D. T.	[102, 403, 415, 440]
chess-move: 20. Dc3—c5	[1188, 1245, 1259, 1259]
